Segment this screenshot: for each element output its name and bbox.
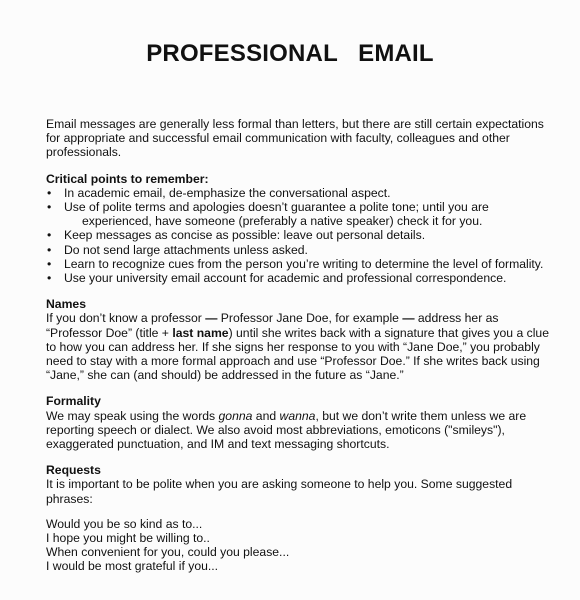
text-run: address her as: [414, 311, 499, 326]
bullet-icon: •: [47, 271, 52, 286]
formality-line: [46, 409, 560, 423]
formality-line: reporting speech or dialect. We also avoid most abbreviations, emoticons ("smileys"),: [46, 422, 505, 437]
list-item-text: Use your university email account for academic and professional correspondence.: [64, 271, 507, 286]
bullet-icon: •: [47, 242, 52, 257]
list-item-text: Do not send large attachments unless asked.: [64, 242, 308, 257]
list-item-text: Keep messages as concise as possible: leave out personal details.: [64, 228, 426, 243]
document-body: [46, 117, 560, 574]
requests-line: It is important to be polite when you are asking someone to help you. Some suggested: [46, 477, 513, 492]
requests-heading: Requests: [46, 463, 101, 478]
list-item: [46, 243, 560, 257]
em-dash: —: [205, 311, 218, 326]
requests-section: [46, 463, 560, 573]
formality-heading: Formality: [46, 394, 101, 409]
bold-text: last name: [172, 325, 229, 340]
formality-line: exaggerated punctuation, and IM and text messaging shortcuts.: [46, 437, 390, 452]
italic-text: gonna: [218, 408, 253, 423]
critical-points-section: [46, 172, 560, 286]
formality-section: [46, 394, 560, 451]
intro-paragraph: [46, 117, 560, 160]
names-section: [46, 297, 560, 382]
request-phrase: I hope you might be willing to..: [46, 531, 210, 546]
em-dash: —: [402, 311, 415, 326]
names-heading: Names: [46, 297, 86, 312]
bullet-icon: •: [47, 185, 52, 200]
bullet-icon: •: [47, 200, 52, 215]
bullet-icon: •: [47, 256, 52, 271]
names-line: “Jane,” she can (and should) be addressed in the future as “Jane.”: [46, 368, 404, 383]
request-phrase: When convenient for you, could you please...: [46, 545, 290, 560]
list-item-text: Use of polite terms and apologies doesn’t guarantee a polite tone; until you are: [64, 200, 489, 215]
request-phrase: I would be most grateful if you...: [46, 559, 219, 574]
critical-points-list: [46, 186, 560, 285]
intro-line: Email messages are generally less formal than letters, but there are still certain expectations: [46, 117, 544, 131]
list-item: [46, 228, 560, 242]
intro-line: for appropriate and successful email communication with faculty, colleagues and other: [46, 131, 510, 146]
list-item: [46, 271, 560, 285]
text-run: ) until she writes back with a signature that gives you a clue: [228, 325, 549, 340]
intro-line: professionals.: [46, 145, 122, 160]
page-title: PROFESSIONAL EMAIL: [146, 40, 434, 67]
bullet-icon: •: [47, 228, 52, 243]
italic-text: wanna: [279, 408, 316, 423]
names-line: need to stay with a more formal approach and use “Professor Doe.” If she writes back using: [46, 354, 540, 369]
names-line: [46, 326, 560, 340]
critical-points-heading: Critical points to remember:: [46, 171, 209, 186]
list-item: [46, 200, 560, 228]
text-run: , but we don’t write them unless we are: [315, 408, 527, 423]
text-run: and: [252, 408, 280, 423]
list-item: [46, 186, 560, 200]
list-item: [46, 257, 560, 271]
names-line: to how you can address her. If she signs her response to you with “Jane Doe,” you probably: [46, 339, 540, 354]
text-run: If you don’t know a professor: [46, 311, 206, 326]
list-item-text: Learn to recognize cues from the person you’re writing to determine the level of formality.: [64, 256, 544, 271]
requests-line: phrases:: [46, 491, 93, 506]
list-item-text: In academic email, de-emphasize the conversational aspect.: [64, 185, 391, 200]
text-run: We may speak using the words: [46, 408, 219, 423]
names-line: [46, 311, 560, 325]
text-run: “Professor Doe” (title +: [46, 325, 173, 340]
list-item-continuation: experienced, have someone (preferably a native speaker) check it for you.: [82, 214, 483, 229]
request-phrase: Would you be so kind as to...: [46, 516, 203, 531]
text-run: Professor Jane Doe, for example: [217, 311, 403, 326]
